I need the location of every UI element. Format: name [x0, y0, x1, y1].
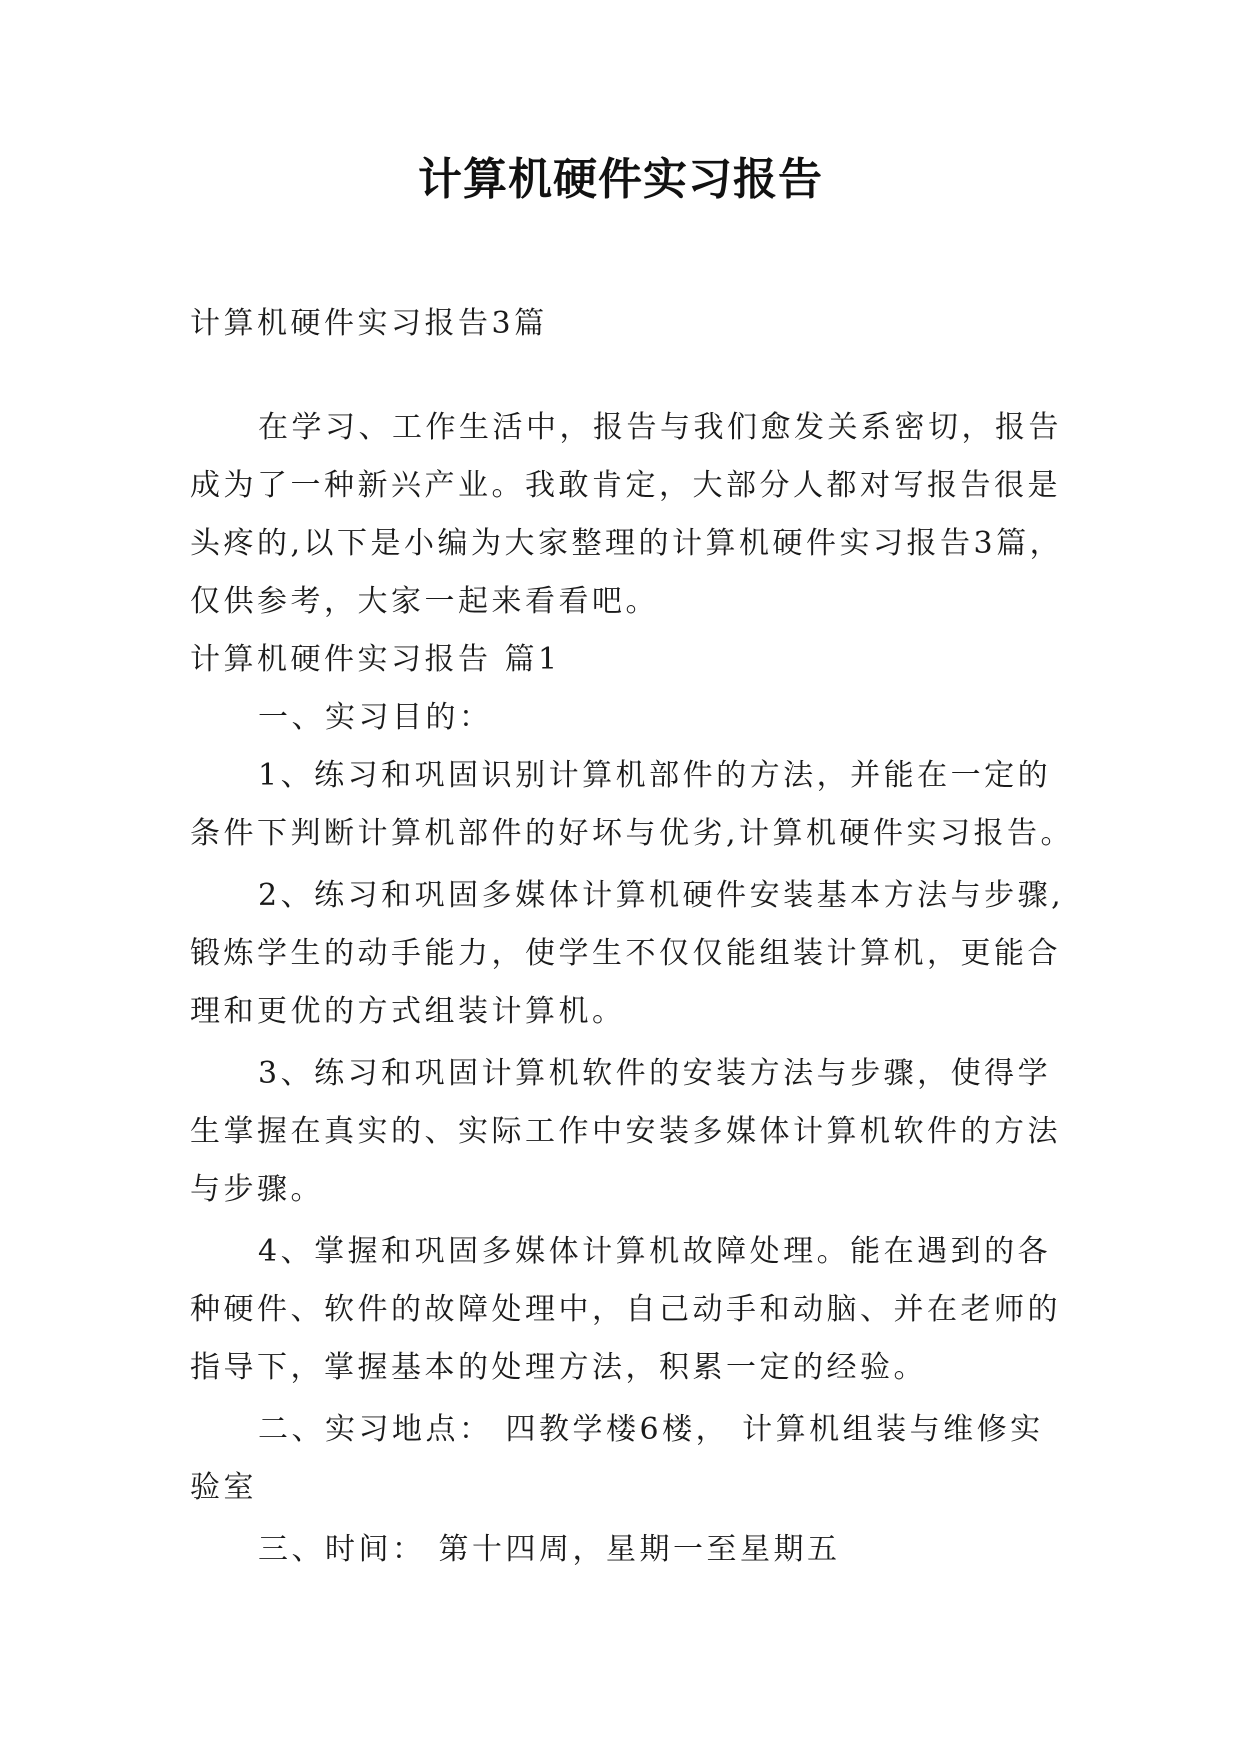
document-body: [190, 295, 1075, 1579]
objective-item-3: [190, 1045, 1061, 1219]
objective-line: 指导下，掌握基本的处理方法，积累一定的经验。: [190, 1350, 927, 1385]
objective-item-1: [190, 747, 1075, 863]
location-line: 验室: [190, 1470, 257, 1505]
intro-line: 仅供参考，大家一起来看看吧。: [190, 584, 659, 619]
location-line: 二、实习地点： 四教学楼6楼， 计算机组装与维修实: [258, 1412, 1044, 1447]
document-title: 计算机硬件实习报告: [418, 154, 823, 205]
section-heading: 计算机硬件实习报告 篇1: [190, 642, 561, 677]
objective-line: 种硬件、软件的故障处理中，自己动手和动脑、并在老师的: [190, 1292, 1061, 1327]
objective-line: 3、练习和巩固计算机软件的安装方法与步骤，使得学: [258, 1056, 1052, 1091]
intro-line: 头疼的,以下是小编为大家整理的计算机硬件实习报告3篇，: [190, 526, 1064, 561]
intro-paragraph: [190, 399, 1064, 631]
objective-line: 条件下判断计算机部件的好坏与优劣,计算机硬件实习报告。: [190, 816, 1075, 851]
objectives-heading: 一、实习目的：: [258, 700, 493, 735]
intro-line: 成为了一种新兴产业。我敢肯定，大部分人都对写报告很是: [190, 468, 1061, 503]
objective-line: 2、练习和巩固多媒体计算机硬件安装基本方法与步骤,: [258, 878, 1065, 913]
objective-line: 1、练习和巩固识别计算机部件的方法，并能在一定的: [258, 758, 1052, 793]
objective-line: 锻炼学生的动手能力，使学生不仅仅能组装计算机，更能合: [190, 936, 1061, 971]
intro-line: 在学习、工作生活中，报告与我们愈发关系密切，报告: [258, 410, 1062, 445]
objective-line: 生掌握在真实的、实际工作中安装多媒体计算机软件的方法: [190, 1114, 1061, 1149]
location-paragraph: [190, 1401, 1054, 1517]
objective-line: 与步骤。: [190, 1172, 324, 1207]
objective-line: 理和更优的方式组装计算机。: [190, 994, 626, 1029]
objective-line: 4、掌握和巩固多媒体计算机故障处理。能在遇到的各: [258, 1234, 1052, 1269]
objective-item-2: [190, 867, 1065, 1041]
time-line: 三、时间： 第十四周，星期一至星期五: [258, 1532, 841, 1567]
document-subtitle: 计算机硬件实习报告3篇: [190, 306, 548, 341]
objective-item-4: [190, 1223, 1061, 1397]
